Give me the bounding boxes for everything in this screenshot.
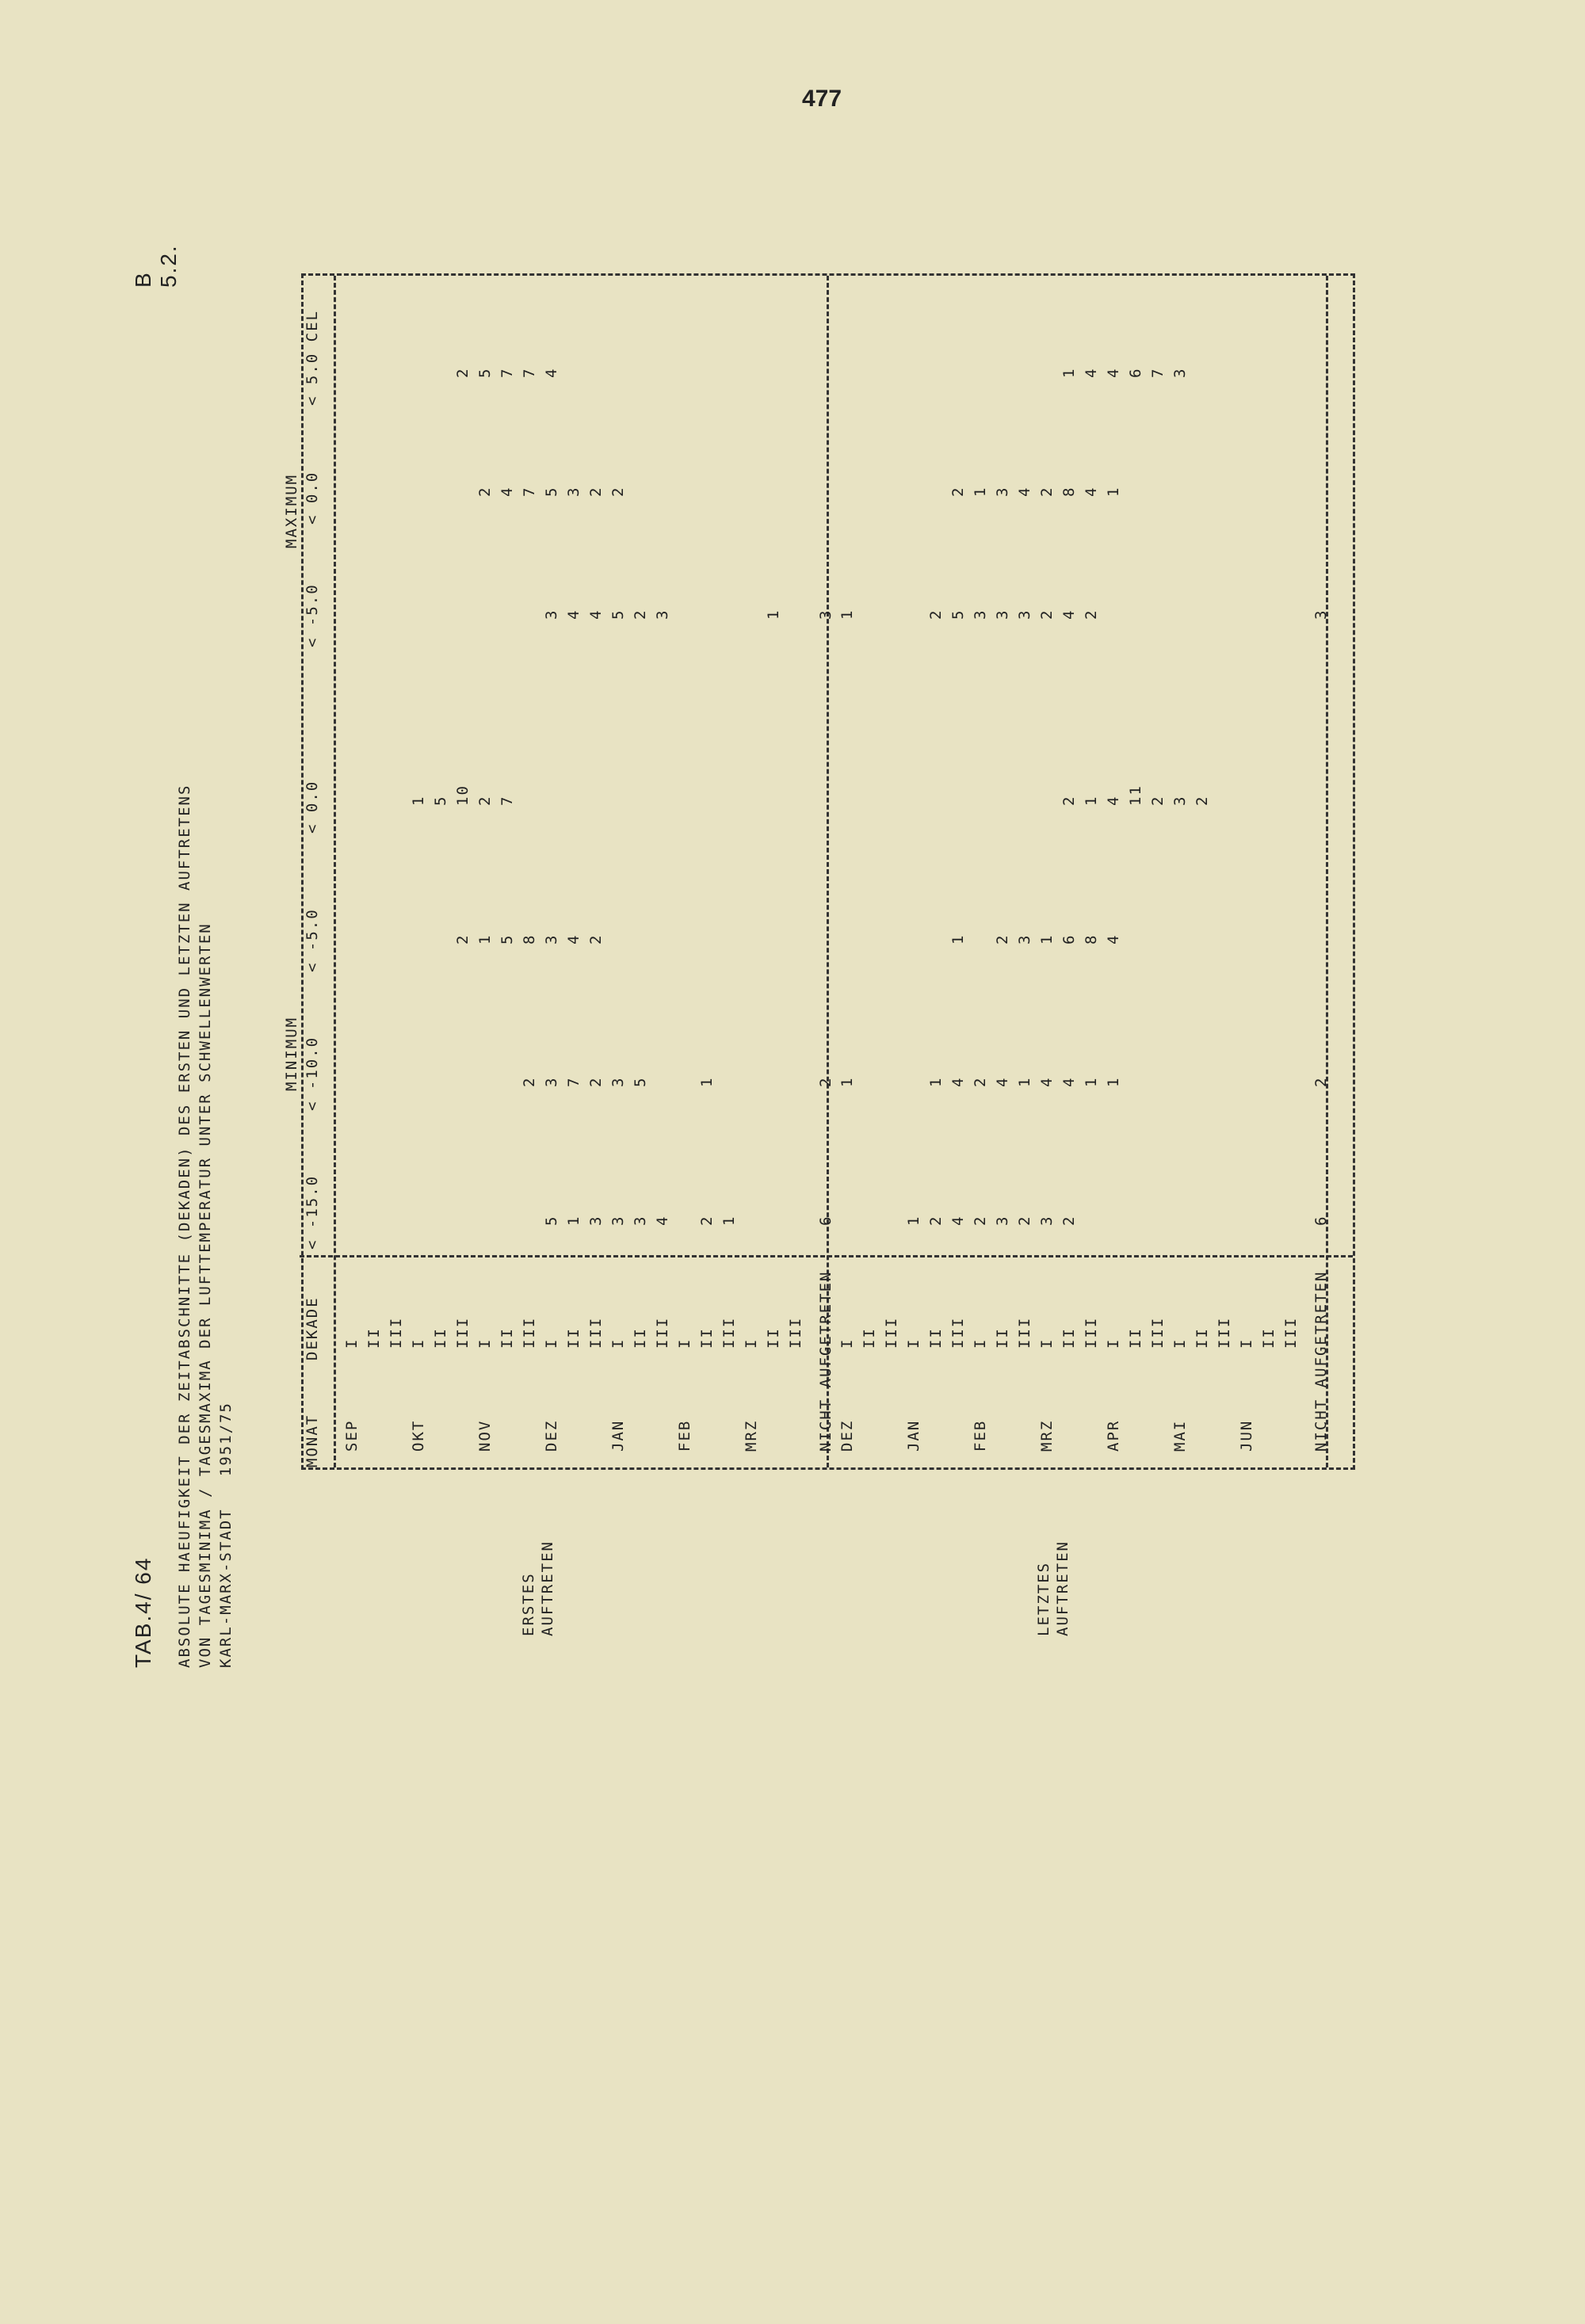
table-cell: 2 bbox=[632, 609, 649, 620]
header-maximum: MAXIMUM bbox=[283, 473, 300, 548]
table-cell: 1 bbox=[972, 486, 989, 497]
table-cell: 2 bbox=[609, 486, 627, 497]
dekade-label: II bbox=[994, 1327, 1011, 1349]
dekade-label: II bbox=[1194, 1327, 1211, 1349]
month-label: JUN bbox=[1238, 1419, 1255, 1452]
table-cell: 3 bbox=[972, 609, 989, 620]
table-cell: 2 bbox=[698, 1215, 716, 1226]
dekade-label: I bbox=[1038, 1338, 1056, 1349]
table-cell: 6 bbox=[1312, 1215, 1330, 1226]
table-cell: 3 bbox=[1171, 795, 1189, 806]
month-label: JAN bbox=[905, 1419, 922, 1452]
table-cell: 1 bbox=[1105, 1076, 1122, 1087]
dekade-label: III bbox=[883, 1316, 900, 1349]
table-cell: 3 bbox=[1171, 367, 1189, 378]
dekade-label: III bbox=[720, 1316, 738, 1349]
table-cell: 7 bbox=[521, 367, 538, 378]
header-dekade: DEKADE bbox=[304, 1296, 321, 1360]
dekade-label: III bbox=[949, 1316, 967, 1349]
table-cell: 2 bbox=[1149, 795, 1167, 806]
table-title bbox=[174, 784, 236, 1668]
dekade-label: III bbox=[521, 1316, 538, 1349]
table-cell: 3 bbox=[565, 486, 582, 497]
table-cell: 2 bbox=[1060, 1215, 1078, 1226]
dekade-label: I bbox=[543, 1338, 560, 1349]
dekade-label: II bbox=[927, 1327, 945, 1349]
table-cell: 4 bbox=[565, 933, 582, 944]
dekade-label: III bbox=[1083, 1316, 1100, 1349]
table-cell: 5 bbox=[949, 609, 967, 620]
month-label: DEZ bbox=[838, 1419, 856, 1452]
table-cell: 4 bbox=[949, 1215, 967, 1226]
table-cell: 8 bbox=[1060, 486, 1078, 497]
table-cell: 2 bbox=[587, 1076, 605, 1087]
dekade-label: II bbox=[365, 1327, 383, 1349]
table-cell: 5 bbox=[543, 486, 560, 497]
table-cell: 1 bbox=[1083, 795, 1100, 806]
table-cell: 1 bbox=[1105, 486, 1122, 497]
table-cell: 1 bbox=[1060, 367, 1078, 378]
dekade-label: III bbox=[787, 1316, 804, 1349]
table-cell: 1 bbox=[410, 795, 427, 806]
dekade-label: II bbox=[1127, 1327, 1144, 1349]
month-label: NOV bbox=[476, 1419, 494, 1452]
table-cell: 3 bbox=[609, 1076, 627, 1087]
month-label: OKT bbox=[410, 1419, 427, 1452]
table-cell: 11 bbox=[1127, 784, 1144, 806]
table-cell: 2 bbox=[817, 1076, 835, 1087]
dekade-label: II bbox=[632, 1327, 649, 1349]
dekade-label: I bbox=[476, 1338, 494, 1349]
table-cell: 1 bbox=[1016, 1076, 1033, 1087]
table-cell: 4 bbox=[1038, 1076, 1056, 1087]
table-cell: 4 bbox=[1083, 486, 1100, 497]
table-cell: 1 bbox=[949, 933, 967, 944]
month-label: MAI bbox=[1171, 1419, 1189, 1452]
table-cell: 3 bbox=[1312, 609, 1330, 620]
table-cell: 1 bbox=[927, 1076, 945, 1087]
dekade-label: II bbox=[1060, 1327, 1078, 1349]
table-cell: 2 bbox=[476, 795, 494, 806]
frequency-table bbox=[283, 273, 1355, 1470]
table-cell: 5 bbox=[476, 367, 494, 378]
table-cell: 6 bbox=[1127, 367, 1144, 378]
table-cell: 3 bbox=[817, 609, 835, 620]
dekade-label: II bbox=[498, 1327, 516, 1349]
dekade-label: III bbox=[388, 1316, 405, 1349]
table-cell: 5 bbox=[632, 1076, 649, 1087]
table-cell: 2 bbox=[972, 1076, 989, 1087]
month-label: FEB bbox=[972, 1419, 989, 1452]
table-cell: 10 bbox=[454, 784, 472, 806]
table-cell: 2 bbox=[1038, 609, 1056, 620]
table-cell: 4 bbox=[587, 609, 605, 620]
table-cell: 2 bbox=[587, 486, 605, 497]
table-cell: 3 bbox=[994, 1215, 1011, 1226]
table-cell: 6 bbox=[1060, 933, 1078, 944]
table-cell: 2 bbox=[927, 1215, 945, 1226]
header-threshold: < -15.0 bbox=[304, 1174, 321, 1250]
title-line: VON TAGESMINIMA / TAGESMAXIMA DER LUFTTEMPERATUR UNTER SCHWELLENWERTEN bbox=[197, 922, 214, 1668]
table-cell: 3 bbox=[654, 609, 671, 620]
table-cell: 7 bbox=[565, 1076, 582, 1087]
month-label: MRZ bbox=[1038, 1419, 1056, 1452]
table-cell: 4 bbox=[654, 1215, 671, 1226]
table-cell: 1 bbox=[905, 1215, 922, 1226]
table-cell: 4 bbox=[1105, 367, 1122, 378]
table-cell: 2 bbox=[1016, 1215, 1033, 1226]
table-cell: 3 bbox=[1038, 1215, 1056, 1226]
dekade-label: I bbox=[1105, 1338, 1122, 1349]
header-threshold: < -5.0 bbox=[304, 908, 321, 972]
table-cell: 2 bbox=[927, 609, 945, 620]
table-cell: 2 bbox=[476, 486, 494, 497]
dekade-label: I bbox=[410, 1338, 427, 1349]
table-cell: 6 bbox=[817, 1215, 835, 1226]
table-cell: 4 bbox=[994, 1076, 1011, 1087]
table-cell: 1 bbox=[838, 609, 856, 620]
dekade-label: I bbox=[838, 1338, 856, 1349]
table-cell: 3 bbox=[632, 1215, 649, 1226]
table-cell: 2 bbox=[949, 486, 967, 497]
dekade-label: II bbox=[698, 1327, 716, 1349]
table-cell: 3 bbox=[1016, 609, 1033, 620]
dekade-label: I bbox=[1171, 1338, 1189, 1349]
dekade-label: I bbox=[343, 1338, 361, 1349]
table-cell: 4 bbox=[1105, 933, 1122, 944]
table-cell: 2 bbox=[1060, 795, 1078, 806]
table-cell: 3 bbox=[1016, 933, 1033, 944]
table-cell: 1 bbox=[1083, 1076, 1100, 1087]
dekade-label: I bbox=[676, 1338, 693, 1349]
table-cell: 2 bbox=[1038, 486, 1056, 497]
table-cell: 4 bbox=[498, 486, 516, 497]
dekade-label: III bbox=[1016, 1316, 1033, 1349]
table-cell: 3 bbox=[609, 1215, 627, 1226]
dekade-label: II bbox=[861, 1327, 878, 1349]
group-label-erstes bbox=[519, 1540, 557, 1636]
dekade-label: III bbox=[654, 1316, 671, 1349]
group-label-line: AUFTRETEN bbox=[1054, 1540, 1071, 1636]
dekade-label: I bbox=[743, 1338, 760, 1349]
group-label-line: ERSTES bbox=[520, 1572, 537, 1636]
table-cell: 4 bbox=[1105, 795, 1122, 806]
table-cell: 4 bbox=[1083, 367, 1100, 378]
header-separator bbox=[334, 276, 336, 1467]
table-cell: 2 bbox=[994, 933, 1011, 944]
dekade-label: I bbox=[905, 1338, 922, 1349]
dekade-label: III bbox=[1282, 1316, 1300, 1349]
group-label-line: AUFTRETEN bbox=[539, 1540, 556, 1636]
table-cell: 5 bbox=[609, 609, 627, 620]
table-cell: 4 bbox=[949, 1076, 967, 1087]
group-label-letztes bbox=[1034, 1540, 1072, 1636]
table-cell: 7 bbox=[498, 367, 516, 378]
table-cell: 8 bbox=[1083, 933, 1100, 944]
title-line: KARL-MARX-STADT 1951/75 bbox=[217, 1402, 235, 1668]
month-label: APR bbox=[1105, 1419, 1122, 1452]
dekade-label: II bbox=[432, 1327, 449, 1349]
table-cell: 3 bbox=[994, 609, 1011, 620]
table-cell: 3 bbox=[543, 1076, 560, 1087]
table-cell: 4 bbox=[1016, 486, 1033, 497]
dekade-label: I bbox=[1238, 1338, 1255, 1349]
table-cell: 2 bbox=[1312, 1076, 1330, 1087]
header-monat: MONAT bbox=[304, 1414, 321, 1467]
table-cell: 1 bbox=[476, 933, 494, 944]
table-cell: 2 bbox=[1194, 795, 1211, 806]
dekade-label: I bbox=[972, 1338, 989, 1349]
table-cell: 3 bbox=[543, 609, 560, 620]
dekade-label: III bbox=[587, 1316, 605, 1349]
dekade-label: III bbox=[1216, 1316, 1233, 1349]
table-cell: 1 bbox=[1038, 933, 1056, 944]
header-threshold: < -5.0 bbox=[304, 583, 321, 647]
table-cell: 4 bbox=[1060, 609, 1078, 620]
table-cell: 1 bbox=[565, 1215, 582, 1226]
table-cell: 5 bbox=[498, 933, 516, 944]
table-cell: 2 bbox=[972, 1215, 989, 1226]
table-cell: 4 bbox=[543, 367, 560, 378]
dekade-label: III bbox=[1149, 1316, 1167, 1349]
table-label: TAB.4/ 64 bbox=[131, 1556, 155, 1668]
table-cell: 8 bbox=[521, 933, 538, 944]
table-cell: 1 bbox=[720, 1215, 738, 1226]
table-cell: 2 bbox=[454, 367, 472, 378]
header-threshold: < 0.0 bbox=[304, 780, 321, 834]
dekade-label: II bbox=[765, 1327, 782, 1349]
table-cell: 7 bbox=[498, 795, 516, 806]
month-label: MRZ bbox=[743, 1419, 760, 1452]
page-number: 477 bbox=[802, 86, 842, 112]
table-cell: 4 bbox=[1060, 1076, 1078, 1087]
table-cell: 2 bbox=[1083, 609, 1100, 620]
month-label: JAN bbox=[609, 1419, 627, 1452]
header-minimum: MINIMUM bbox=[283, 1016, 300, 1091]
table-cell: 3 bbox=[994, 486, 1011, 497]
table-cell: 1 bbox=[838, 1076, 856, 1087]
table-cell: 4 bbox=[565, 609, 582, 620]
month-label: DEZ bbox=[543, 1419, 560, 1452]
table-cell: 2 bbox=[521, 1076, 538, 1087]
month-label: SEP bbox=[343, 1419, 361, 1452]
header-threshold: < 0.0 bbox=[304, 471, 321, 525]
dekade-label: I bbox=[609, 1338, 627, 1349]
month-label: FEB bbox=[676, 1419, 693, 1452]
nicht-aufgetreten-label: NICHT AUFGETRETEN bbox=[817, 1270, 835, 1452]
section-label: B 5.2. bbox=[131, 244, 181, 288]
nicht-aufgetreten-label: NICHT AUFGETRETEN bbox=[1312, 1270, 1330, 1452]
table-cell: 7 bbox=[1149, 367, 1167, 378]
table-cell: 3 bbox=[543, 933, 560, 944]
table-cell: 1 bbox=[765, 609, 782, 620]
group-label-line: LETZTES bbox=[1035, 1561, 1052, 1636]
rotated-report bbox=[131, 246, 1383, 1668]
table-cell: 7 bbox=[521, 486, 538, 497]
dekade-label: II bbox=[1260, 1327, 1278, 1349]
table-cell: 3 bbox=[587, 1215, 605, 1226]
table-cell: 1 bbox=[698, 1076, 716, 1087]
header-threshold: < -10.0 bbox=[304, 1036, 321, 1111]
table-cell: 2 bbox=[587, 933, 605, 944]
table-cell: 2 bbox=[454, 933, 472, 944]
dekade-label: II bbox=[565, 1327, 582, 1349]
table-cell: 5 bbox=[543, 1215, 560, 1226]
table-cell: 5 bbox=[432, 795, 449, 806]
dekade-label: III bbox=[454, 1316, 472, 1349]
title-line: ABSOLUTE HAEUFIGKEIT DER ZEITABSCHNITTE (DEKADEN) DES ERSTEN UND LETZTEN AUFTRETENS bbox=[176, 784, 193, 1668]
header-threshold: < 5.0 CEL bbox=[304, 310, 321, 406]
